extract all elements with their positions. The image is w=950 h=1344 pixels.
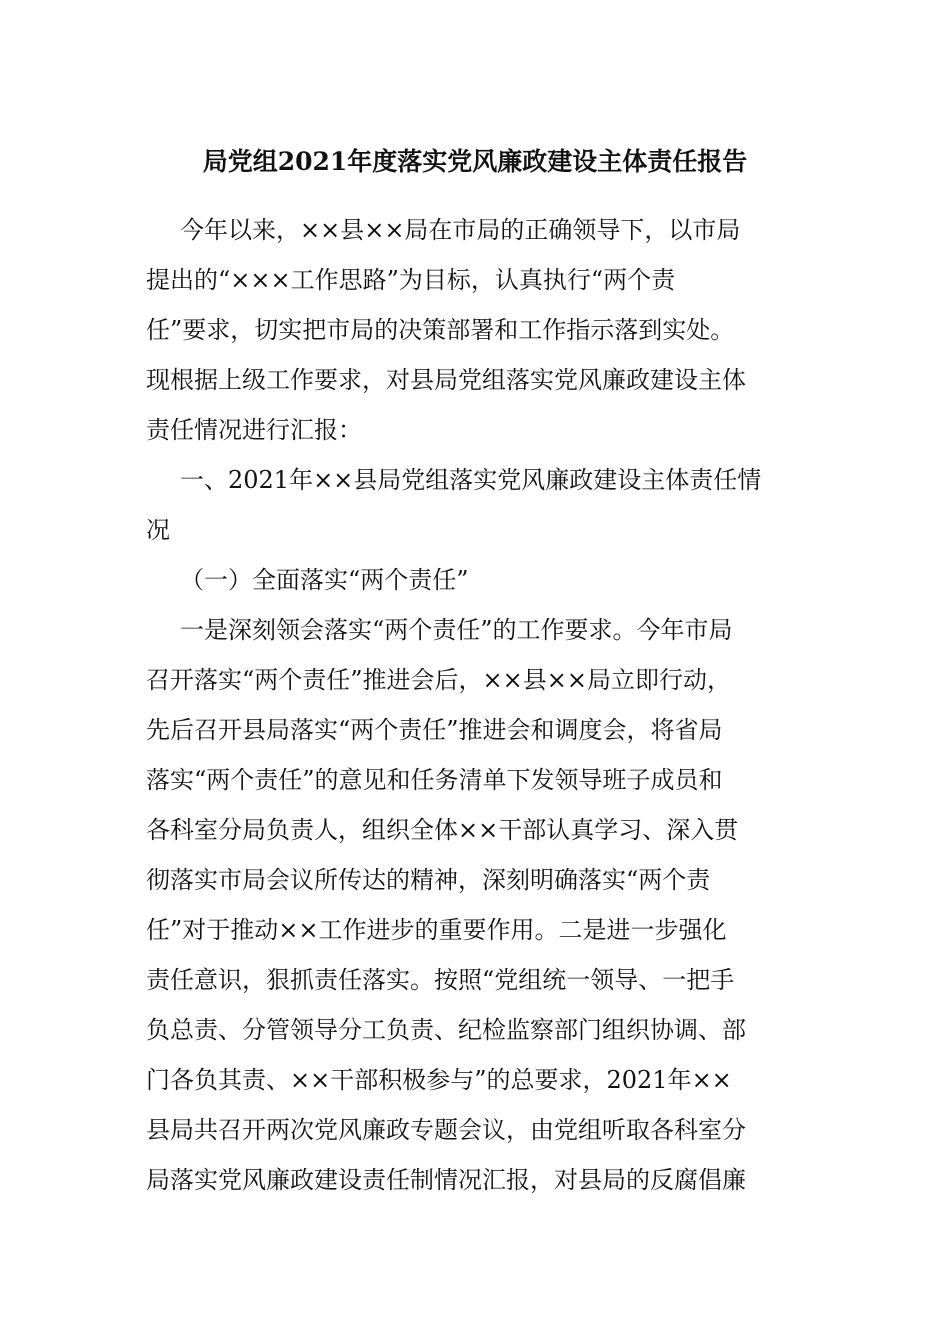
body-line: 责任意识，狠抓责任落实。按照“党组统一领导、一把手 xyxy=(146,966,735,994)
body-line: 现根据上级工作要求，对县局党组落实党风廉政建设主体 xyxy=(146,366,746,394)
body-line: 门各负其责、××干部积极参与”的总要求，2021年×× xyxy=(146,1066,732,1094)
body-line: 任”要求，切实把市局的决策部署和工作指示落到实处。 xyxy=(146,316,735,344)
body-line: 县局共召开两次党风廉政专题会议，由党组听取各科室分 xyxy=(146,1116,746,1144)
body-line: 今年以来，××县××局在市局的正确领导下，以市局 xyxy=(180,216,741,244)
document-title: 局党组2021年度落实党风廉政建设主体责任报告 xyxy=(202,147,748,176)
body-line: 落实“两个责任”的意见和任务清单下发领导班子成员和 xyxy=(146,766,723,794)
section-heading: 一、2021年××县局党组落实党风廉政建设主体责任情 xyxy=(180,466,762,494)
subsection-heading: （一）全面落实“两个责任” xyxy=(180,566,469,594)
body-line: 一是深刻领会落实“两个责任”的工作要求。今年市局 xyxy=(180,616,733,644)
body-line: 责任情况进行汇报： xyxy=(146,416,362,444)
body-line: 召开落实“两个责任”推进会后，××县××局立即行动， xyxy=(146,666,731,694)
body-line: 任”对于推动××工作进步的重要作用。二是进一步强化 xyxy=(146,916,727,944)
document-body xyxy=(146,212,798,1212)
body-line: 彻落实市局会议所传达的精神，深刻明确落实“两个责 xyxy=(146,866,711,894)
body-line: 局落实党风廉政建设责任制情况汇报，对县局的反腐倡廉 xyxy=(146,1166,746,1194)
body-line: 负总责、分管领导分工负责、纪检监察部门组织协调、部 xyxy=(146,1016,746,1044)
body-line: 提出的“×××工作思路”为目标，认真执行“两个责 xyxy=(146,266,676,294)
section-heading-continued: 况 xyxy=(146,516,170,544)
body-line: 先后召开县局落实“两个责任”推进会和调度会，将省局 xyxy=(146,716,723,744)
body-line: 各科室分局负责人，组织全体××干部认真学习、深入贯 xyxy=(146,816,739,844)
